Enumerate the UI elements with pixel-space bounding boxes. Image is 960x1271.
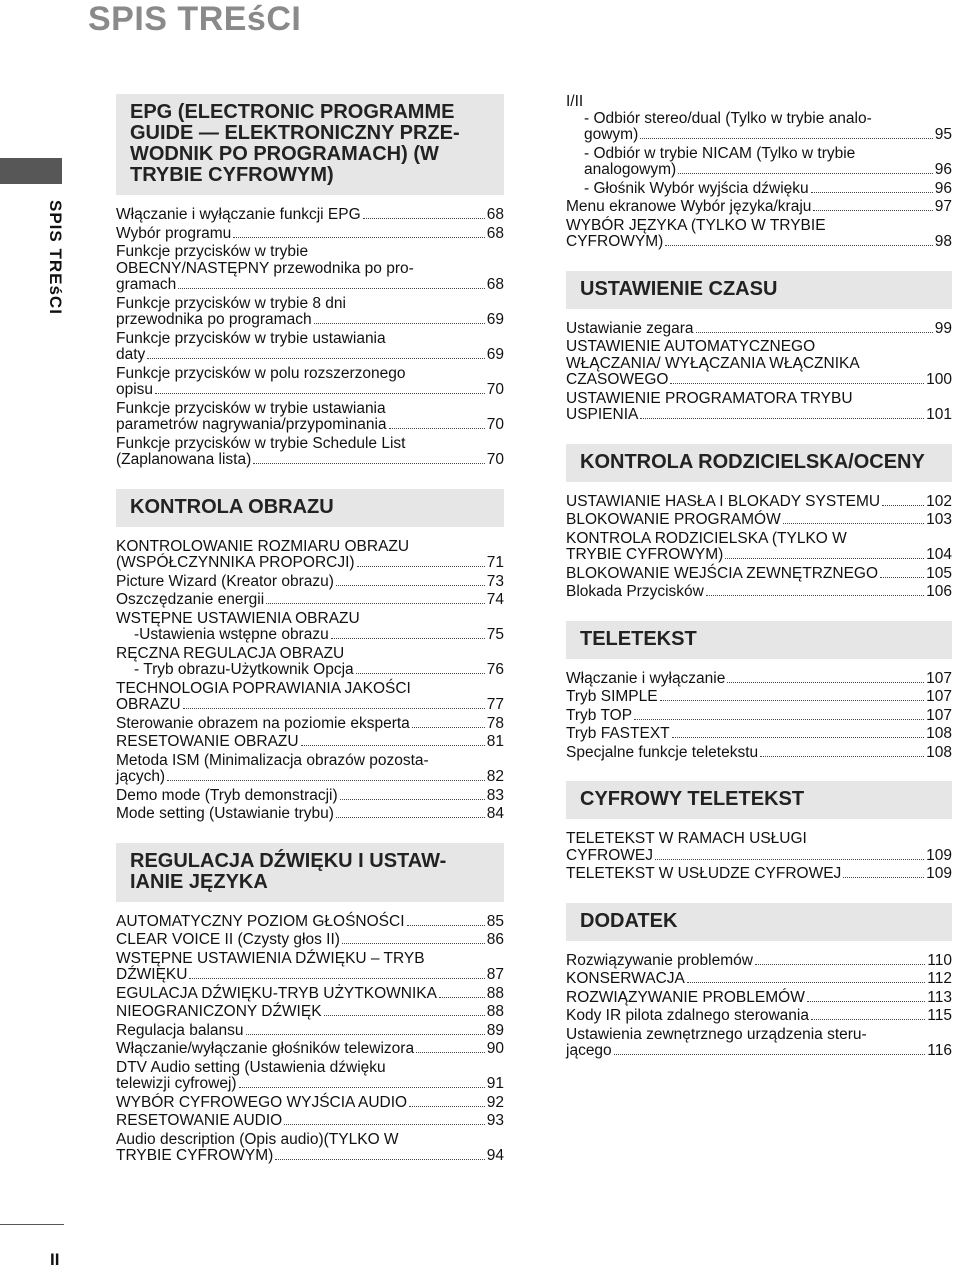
toc-page-number: 78	[486, 714, 504, 732]
dot-leader	[807, 1001, 925, 1002]
toc-page-number: 83	[486, 786, 504, 804]
toc-entry-title: Menu ekranowe Wybór języka/kraju	[566, 198, 812, 215]
toc-section	[566, 781, 952, 883]
toc-entry[interactable]	[566, 111, 952, 144]
dot-leader	[755, 964, 925, 965]
dot-leader	[407, 925, 485, 926]
toc-entry-line: WSTĘPNE USTAWIENIA DŹWIĘKU – TRYB	[116, 949, 425, 967]
toc-section	[566, 94, 952, 251]
toc-entry[interactable]	[116, 574, 504, 591]
toc-page-number: 103	[926, 511, 952, 528]
dot-leader	[389, 428, 485, 429]
side-divider	[0, 1224, 64, 1225]
dot-leader	[331, 638, 485, 639]
toc-page-number: 94	[486, 1147, 504, 1164]
toc-entry[interactable]	[116, 1023, 504, 1040]
toc-entry-line: USTAWIENIE PROGRAMATORA TRYBU	[566, 389, 853, 407]
toc-entry[interactable]	[116, 646, 504, 679]
section-heading: DODATEK	[566, 903, 952, 941]
toc-page-number: 71	[486, 554, 504, 571]
dot-leader	[706, 595, 924, 596]
dot-leader	[363, 218, 485, 219]
toc-entry[interactable]	[116, 592, 504, 609]
toc-entry[interactable]	[116, 806, 504, 823]
dot-leader	[301, 745, 485, 746]
toc-entry-title: jących)	[116, 768, 166, 785]
toc-page-number: 96	[934, 161, 952, 178]
toc-entry-line: DTV Audio setting (Ustawienia dźwięku	[116, 1058, 386, 1076]
toc-entry[interactable]	[116, 1132, 504, 1165]
toc-page-number: 107	[926, 688, 952, 705]
section-heading: EPG (ELECTRONIC PROGRAMME GUIDE — ELEKTRONICZNY PRZE-WODNIK PO PROGRAMACH) (W TRYBIE CYFROWYM)	[116, 94, 504, 195]
toc-entry-line: Audio description (Opis audio)(TYLKO W	[116, 1130, 399, 1148]
toc-entry-title: opisu	[116, 381, 154, 398]
toc-left-column	[116, 94, 504, 1185]
toc-page-number: 68	[486, 224, 504, 242]
toc-entry[interactable]	[566, 971, 952, 988]
toc-entry[interactable]	[116, 331, 504, 364]
side-tab-marker	[0, 158, 62, 184]
toc-entry[interactable]	[566, 146, 952, 179]
toc-page-number: 112	[927, 970, 952, 987]
toc-entry-line: WYBÓR JĘZYKA (TYLKO W TRYBIE	[566, 216, 826, 234]
toc-entry[interactable]	[566, 94, 952, 111]
dot-leader	[167, 780, 485, 781]
toc-entry-title: DŹWIĘKU	[116, 966, 188, 983]
toc-right-column	[566, 94, 952, 1080]
dot-leader	[660, 700, 925, 701]
toc-entry[interactable]	[566, 990, 952, 1007]
dot-leader	[342, 943, 485, 944]
toc-entry[interactable]	[116, 296, 504, 329]
toc-entry-title: Tryb TOP	[566, 706, 633, 724]
toc-entry-title: gramach	[116, 276, 177, 293]
toc-page-number: 76	[486, 661, 504, 678]
toc-entry-title: ROZWIĄZYWANIE PROBLEMÓW	[566, 988, 805, 1006]
toc-entry-title: RESETOWANIE OBRAZU	[116, 733, 299, 750]
toc-page-number: 68	[486, 276, 504, 293]
toc-entry[interactable]	[566, 321, 952, 338]
toc-page-number: 109	[926, 846, 952, 864]
toc-entry-title: Rozwiązywanie problemów	[566, 951, 753, 969]
toc-entry[interactable]	[566, 866, 952, 883]
toc-entry[interactable]	[566, 218, 952, 251]
dot-leader	[340, 799, 485, 800]
toc-page-number: 100	[926, 371, 952, 388]
toc-entry-line: Funkcje przycisków w trybie 8 dni	[116, 294, 346, 312]
toc-page-number: 90	[486, 1040, 504, 1057]
section-heading: TELETEKST	[566, 621, 952, 659]
toc-entry[interactable]	[116, 734, 504, 751]
toc-entry[interactable]	[566, 339, 952, 389]
toc-entry-title: Włączanie/wyłączanie głośników telewizora	[116, 1040, 415, 1057]
dot-leader	[760, 756, 924, 757]
toc-entry-line: Funkcje przycisków w trybie	[116, 243, 309, 260]
toc-entry-title: Kody IR pilota zdalnego sterowania	[566, 1007, 809, 1024]
toc-entry[interactable]	[116, 226, 504, 243]
toc-entry-title: CYFROWEJ	[566, 846, 653, 864]
dot-leader	[253, 463, 484, 464]
toc-page-number: 87	[486, 966, 504, 983]
dot-leader	[614, 1054, 926, 1055]
dot-leader	[147, 358, 484, 359]
toc-page-number: 95	[934, 126, 952, 143]
toc-entry[interactable]	[566, 671, 952, 688]
dot-leader	[314, 323, 485, 324]
toc-entry[interactable]	[566, 584, 952, 601]
toc-entry-title: Tryb FASTEXT	[566, 725, 670, 742]
dot-leader	[813, 210, 932, 211]
toc-entry[interactable]	[116, 436, 504, 469]
dot-leader	[783, 523, 924, 524]
dot-leader	[696, 332, 933, 333]
toc-entry-title: Włączanie i wyłączanie funkcji EPG	[116, 206, 361, 223]
toc-page-number: 70	[486, 381, 504, 398]
side-label: SPIS TREśCI	[46, 200, 65, 315]
toc-page-number: 81	[486, 733, 504, 750]
dot-leader	[324, 1015, 485, 1016]
toc-page-number: 101	[926, 406, 952, 423]
toc-entry[interactable]	[566, 831, 952, 864]
toc-page-number: 107	[926, 669, 952, 687]
toc-entry[interactable]	[116, 366, 504, 399]
toc-entry-line: WSTĘPNE USTAWIENIA OBRAZU	[116, 609, 360, 627]
toc-page-number: 91	[486, 1075, 504, 1092]
toc-entry[interactable]	[116, 914, 504, 931]
dot-leader	[233, 237, 484, 238]
toc-entry-line: USTAWIENIE AUTOMATYCZNEGO	[566, 338, 816, 355]
toc-page-number: 96	[934, 179, 952, 197]
toc-entry-line: - Odbiór w trybie NICAM (Tylko w trybie	[584, 144, 856, 162]
toc-entry-title: WYBÓR CYFROWEGO WYJŚCIA AUDIO	[116, 1093, 408, 1111]
dot-leader	[266, 603, 485, 604]
toc-entry-line: RĘCZNA REGULACJA OBRAZU	[116, 644, 345, 662]
toc-entry[interactable]	[116, 244, 504, 294]
toc-entry-title: NIEOGRANICZONY DŹWIĘK	[116, 1003, 322, 1020]
toc-page-number: 98	[934, 233, 952, 250]
dot-leader	[880, 577, 924, 578]
dot-leader	[246, 1034, 485, 1035]
dot-leader	[412, 727, 485, 728]
toc-entry[interactable]	[116, 539, 504, 572]
dot-leader	[640, 418, 924, 419]
dot-leader	[178, 288, 484, 289]
toc-entry-title: Picture Wizard (Kreator obrazu)	[116, 572, 334, 590]
toc-entry[interactable]	[116, 1113, 504, 1130]
toc-entry-title: CLEAR VOICE II (Czysty głos II)	[116, 931, 340, 948]
dot-leader	[155, 393, 485, 394]
toc-page-number: 84	[486, 805, 504, 822]
dot-leader	[416, 1052, 485, 1053]
toc-entry[interactable]	[566, 512, 952, 529]
toc-entry-title: AUTOMATYCZNY POZIOM GŁOŚNOŚCI	[116, 912, 405, 930]
toc-entry-title: Sterowanie obrazem na poziomie eksperta	[116, 714, 410, 732]
toc-entry[interactable]	[116, 401, 504, 434]
toc-page-number: 108	[926, 725, 952, 742]
dot-leader	[665, 245, 932, 246]
toc-entry-title: przewodnika po programach	[116, 311, 312, 328]
toc-entry[interactable]	[116, 681, 504, 714]
toc-section	[566, 444, 952, 601]
dot-leader	[183, 708, 485, 709]
toc-entry[interactable]	[116, 932, 504, 949]
dot-leader	[811, 1019, 925, 1020]
toc-page-number: 97	[934, 198, 952, 215]
dot-leader	[439, 997, 485, 998]
dot-leader	[725, 558, 924, 559]
toc-entry-title: Tryb SIMPLE	[566, 688, 658, 705]
page-number: II	[50, 1250, 60, 1269]
toc-page-number: 105	[926, 564, 952, 582]
toc-page-number: 70	[486, 451, 504, 468]
section-heading: REGULACJA DŹWIĘKU I USTAW-IANIE JĘZYKA	[116, 843, 504, 902]
toc-page-number: 74	[486, 591, 504, 608]
toc-page-number: 107	[926, 706, 952, 724]
toc-entry-title: USTAWIANIE HASŁA I BLOKADY SYSTEMU	[566, 492, 881, 510]
toc-section	[116, 94, 504, 469]
toc-page-number: 69	[486, 311, 504, 328]
toc-page-number: 113	[927, 988, 952, 1006]
toc-page-number: 85	[486, 912, 504, 930]
toc-entry-line: TELETEKST W RAMACH USŁUGI	[566, 830, 807, 847]
toc-page-number: 116	[927, 1042, 952, 1059]
toc-entry[interactable]	[116, 753, 504, 786]
toc-section	[116, 489, 504, 823]
dot-leader	[727, 682, 924, 683]
dot-leader	[672, 737, 924, 738]
toc-entry[interactable]	[566, 494, 952, 511]
dot-leader	[284, 1124, 485, 1125]
toc-entry[interactable]	[116, 716, 504, 733]
toc-page-number: 92	[486, 1093, 504, 1111]
toc-entry-title: TRYBIE CYFROWYM)	[566, 546, 724, 563]
toc-page-number: 106	[926, 583, 952, 600]
toc-entry-line: Funkcje przycisków w trybie ustawiania	[116, 329, 386, 347]
toc-entry-title: USPIENIA	[566, 406, 639, 423]
toc-entry-line: KONTROLA RODZICIELSKA (TYLKO W	[566, 529, 847, 547]
dot-leader	[634, 719, 924, 720]
dot-leader	[336, 585, 485, 586]
toc-entry-title: gowym)	[584, 126, 639, 143]
toc-page-number: 68	[486, 206, 504, 223]
page-title: SPIS TREśCI	[88, 0, 302, 38]
dot-leader	[655, 859, 924, 860]
toc-entry-line: Funkcje przycisków w trybie ustawiania	[116, 399, 386, 417]
toc-page-number: 104	[926, 546, 952, 563]
toc-entry-title: - Głośnik Wybór wyjścia dźwięku	[584, 179, 809, 197]
dot-leader	[678, 173, 933, 174]
toc-page-number: 93	[486, 1112, 504, 1129]
toc-entry[interactable]	[116, 1060, 504, 1093]
toc-page-number: 110	[927, 951, 952, 969]
toc-page-number: 86	[486, 931, 504, 948]
toc-entry[interactable]	[566, 726, 952, 743]
toc-page-number: 82	[486, 768, 504, 785]
toc-entry[interactable]	[116, 986, 504, 1003]
toc-entry[interactable]	[116, 207, 504, 224]
toc-section	[566, 271, 952, 424]
toc-entry[interactable]	[566, 953, 952, 970]
toc-entry-line: TECHNOLOGIA POPRAWIANIA JAKOŚCI	[116, 679, 411, 697]
toc-entry-title: Blokada Przycisków	[566, 583, 704, 600]
toc-page-number: 88	[486, 1003, 504, 1020]
toc-entry[interactable]	[116, 1095, 504, 1112]
dot-leader	[640, 138, 932, 139]
toc-entry[interactable]	[566, 531, 952, 564]
toc-entry-title: EGULACJA DŹWIĘKU-TRYB UŻYTKOWNIKA	[116, 984, 437, 1002]
toc-entry[interactable]	[566, 391, 952, 424]
toc-entry-title: BLOKOWANIE WEJŚCIA ZEWNĘTRZNEGO	[566, 564, 879, 582]
toc-section	[566, 903, 952, 1060]
section-heading: KONTROLA RODZICIELSKA/OCENY	[566, 444, 952, 482]
dot-leader	[356, 673, 485, 674]
toc-entry-title: OBRAZU	[116, 696, 181, 713]
toc-entry-title: Oszczędzanie energii	[116, 591, 265, 608]
toc-entry-line: OBECNY/NASTĘPNY przewodnika po pro-	[116, 259, 414, 277]
dot-leader	[357, 566, 485, 567]
toc-entry-line: Funkcje przycisków w trybie Schedule List	[116, 434, 406, 452]
toc-entry-line: KONTROLOWANIE ROZMIARU OBRAZU	[116, 537, 410, 555]
toc-entry[interactable]	[116, 1041, 504, 1058]
toc-entry-title: analogowym)	[584, 161, 677, 178]
toc-entry-title: Mode setting (Ustawianie trybu)	[116, 805, 334, 822]
toc-page-number: 75	[486, 626, 504, 643]
toc-entry-title: -Ustawienia wstępne obrazu	[134, 626, 329, 643]
toc-page-number: 88	[486, 984, 504, 1002]
toc-entry-line: - Odbiór stereo/dual (Tylko w trybie analo-	[584, 109, 872, 127]
toc-entry-title: Demo mode (Tryb demonstracji)	[116, 786, 338, 804]
dot-leader	[239, 1087, 485, 1088]
toc-entry-title: parametrów nagrywania/przypominania	[116, 416, 387, 433]
toc-entry[interactable]	[566, 566, 952, 583]
toc-entry-line: Funkcje przycisków w polu rozszerzonego	[116, 364, 406, 382]
toc-entry-title: Ustawianie zegara	[566, 319, 694, 337]
toc-entry[interactable]	[566, 1027, 952, 1060]
dot-leader	[670, 383, 924, 384]
toc-entry-title: CZASOWEGO	[566, 371, 669, 388]
toc-page-number: 89	[486, 1021, 504, 1039]
toc-entry[interactable]	[566, 181, 952, 198]
dot-leader	[882, 505, 924, 506]
toc-entry[interactable]	[566, 199, 952, 216]
toc-page-number: 73	[486, 572, 504, 590]
toc-entry-title: CYFROWYM)	[566, 233, 664, 250]
toc-entry-title: Wybór programu	[116, 224, 232, 242]
toc-entry-title: jącego	[566, 1042, 612, 1059]
toc-entry[interactable]	[116, 788, 504, 805]
toc-entry-line: Ustawienia zewnętrznego urządzenia steru-	[566, 1025, 867, 1043]
toc-entry-title: - Tryb obrazu-Użytkownik Opcja	[134, 661, 354, 678]
toc-entry[interactable]	[566, 708, 952, 725]
toc-entry-title: BLOKOWANIE PROGRAMÓW	[566, 511, 781, 528]
toc-entry-title: TELETEKST W USŁUDZE CYFROWEJ	[566, 865, 842, 882]
toc-page-number: 102	[926, 492, 952, 510]
toc-entry[interactable]	[116, 1004, 504, 1021]
toc-entry[interactable]	[566, 689, 952, 706]
toc-entry-line: WŁĄCZANIA/ WYŁĄCZANIA WŁĄCZNIKA	[566, 354, 860, 372]
toc-entry-title: RESETOWANIE AUDIO	[116, 1112, 283, 1129]
toc-entry[interactable]	[566, 1008, 952, 1025]
toc-page-number: 115	[927, 1007, 952, 1024]
dot-leader	[811, 192, 933, 193]
toc-section	[566, 621, 952, 762]
toc-entry[interactable]	[566, 745, 952, 762]
section-heading: CYFROWY TELETEKST	[566, 781, 952, 819]
toc-entry-line: Metoda ISM (Minimalizacja obrazów pozosta-	[116, 751, 429, 769]
toc-entry-title: Regulacja balansu	[116, 1021, 244, 1039]
toc-entry-title: (Zaplanowana lista)	[116, 451, 252, 468]
toc-entry-title: daty	[116, 346, 146, 363]
toc-section	[116, 843, 504, 1165]
dot-leader	[275, 1159, 484, 1160]
toc-page-number: 99	[934, 319, 952, 337]
dot-leader	[687, 982, 925, 983]
toc-entry-title: Specjalne funkcje teletekstu	[566, 743, 759, 761]
toc-entry-title: (WSPÓŁCZYNNIKA PROPORCJI)	[116, 554, 355, 571]
toc-entry-line: I/II	[566, 93, 584, 110]
section-heading: USTAWIENIE CZASU	[566, 271, 952, 309]
toc-page-number: 109	[926, 865, 952, 882]
section-heading: KONTROLA OBRAZU	[116, 489, 504, 527]
toc-page-number: 70	[486, 416, 504, 433]
dot-leader	[189, 978, 484, 979]
toc-page-number: 108	[926, 743, 952, 761]
toc-entry[interactable]	[116, 951, 504, 984]
dot-leader	[843, 877, 924, 878]
toc-entry-title: telewizji cyfrowej)	[116, 1075, 237, 1092]
toc-entry[interactable]	[116, 611, 504, 644]
toc-entry-title: KONSERWACJA	[566, 970, 685, 987]
dot-leader	[336, 817, 485, 818]
toc-page-number: 77	[486, 696, 504, 713]
dot-leader	[409, 1106, 485, 1107]
toc-entry-title: TRYBIE CYFROWYM)	[116, 1147, 274, 1164]
toc-page-number: 69	[486, 346, 504, 363]
toc-entry-title: Włączanie i wyłączanie	[566, 669, 726, 687]
